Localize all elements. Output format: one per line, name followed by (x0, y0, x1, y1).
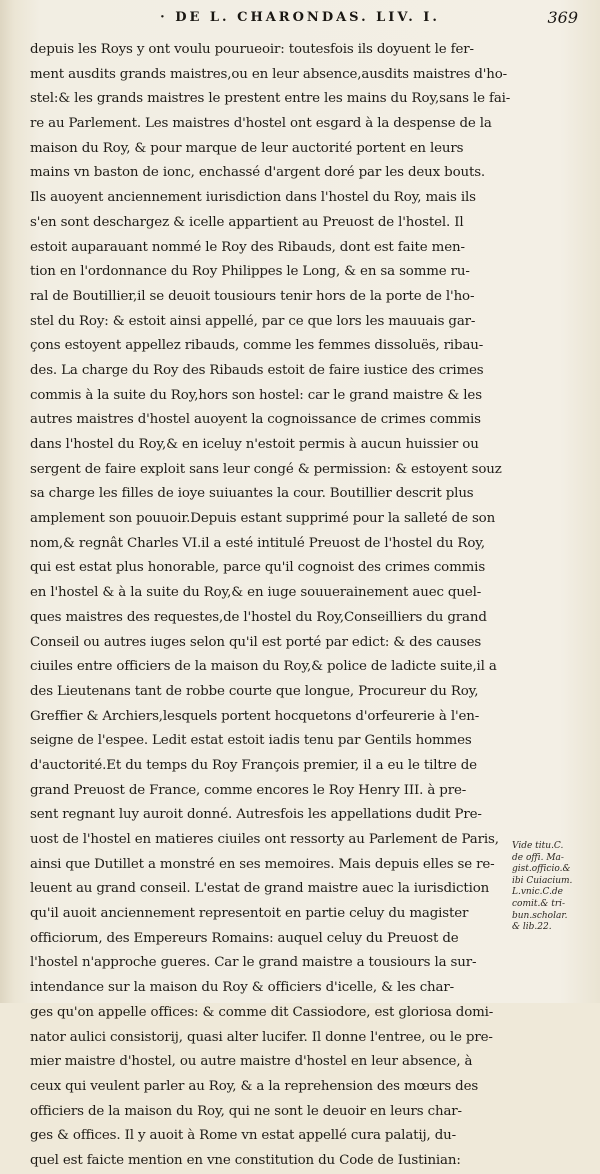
text-line: officiorum, des Empereurs Romains: auquel celuy du Preuost de (30, 930, 459, 946)
text-line: estoit auparauant nommé le Roy des Ribauds, dont est faite men- (30, 239, 465, 255)
text-line: Greffier & Archiers,lesquels portent hocquetons d'orfeurerie à l'en- (30, 708, 480, 724)
text-line: ral de Boutillier,il se deuoit tousiours tenir hors de la porte de l'ho- (30, 288, 475, 304)
text-line: uost de l'hostel en matieres ciuiles ont ressorty au Parlement de Paris, (30, 832, 499, 847)
page-number: 369 (547, 8, 578, 27)
text-line: des Lieutenans tant de robbe courte que longue, Procureur du Roy, (30, 683, 479, 699)
text-line: nom,& regnât Charles VI.il a esté intitulé Preuost de l'hostel du Roy, (30, 535, 486, 551)
margin-note-line: gist.officio.& (512, 864, 571, 875)
text-line: depuis les Roys y ont voulu pourueoir: toutesfois ils doyuent le fer- (30, 42, 474, 57)
text-line: ques maistres des requestes,de l'hostel du Roy,Conseilliers du grand (30, 609, 487, 625)
text-line: Conseil ou autres iuges selon qu'il est porté par edict: & des causes (30, 634, 482, 650)
text-line: ment ausdits grands maistres,ou en leur absence,ausdits maistres d'ho- (30, 66, 508, 82)
text-line: dans l'hostel du Roy,& en iceluy n'estoit permis à aucun huissier ou (30, 437, 479, 452)
text-line: mains vn baston de ionc, enchassé d'argent doré par les deux bouts. (30, 165, 486, 181)
text-line: sa charge les filles de ioye suiuantes la cour. Boutillier descrit plus (30, 486, 474, 502)
text-line: ainsi que Dutillet a monstré en ses memoires. Mais depuis elles se re- (30, 856, 495, 872)
text-line: amplement son pouuoir.Depuis estant supprimé pour la salleté de son (30, 511, 496, 527)
margin-note-line: bun.scholar. (512, 910, 568, 921)
text-line: mier maistre d'hostel, ou autre maistre d'hostel en leur absence, à (30, 1054, 473, 1070)
text-line: ges & offices. Il y auoit à Rome vn estat appellé cura palatij, du- (30, 1128, 456, 1144)
text-line: des. La charge du Roy des Ribauds estoit de faire iustice des crimes (30, 362, 484, 378)
margin-note-line: de offi. Ma- (512, 852, 564, 863)
text-line: re au Parlement. Les maistres d'hostel ont esgard à la despense de la (30, 116, 492, 132)
text-line: en l'hostel & à la suite du Roy,& en iuge souuerainement auec quel- (30, 585, 482, 601)
text-line: qu'il auoit anciennement representoit en partie celuy du magister (30, 906, 469, 922)
text-line: ciuiles entre officiers de la maison du Roy,& police de ladicte suite,il a (30, 659, 497, 675)
text-line: ges qu'on appelle offices: & comme dit Cassiodore, est gloriosa domi- (30, 1004, 494, 1020)
text-line: tion en l'ordonnance du Roy Philippes le Long, & en sa somme ru- (30, 264, 470, 280)
text-line: sergent de faire exploit sans leur congé & permission: & estoyent souz (30, 461, 502, 477)
body-text (30, 38, 510, 1174)
running-head: · DE L. CHARONDAS. LIV. I. (160, 10, 440, 25)
text-line: autres maistres d'hostel auoyent la cognoissance de crimes commis (30, 412, 481, 428)
text-line: stel du Roy: & estoit ainsi appellé, par ce que lors les mauuais gar- (30, 313, 476, 329)
text-line: seigne de l'espee. Ledit estat estoit iadis tenu par Gentils hommes (30, 733, 472, 749)
text-line: commis à la suite du Roy,hors son hostel: car le grand maistre & les (30, 387, 482, 403)
text-line: officiers de la maison du Roy, qui ne sont le deuoir en leurs char- (30, 1103, 462, 1119)
text-line: grand Preuost de France, comme encores le Roy Henry III. à pre- (30, 782, 467, 798)
margin-note-line: L.vnic.C.de (512, 887, 564, 898)
text-line: Ils auoyent anciennement iurisdiction dans l'hostel du Roy, mais ils (30, 190, 476, 206)
text-line: d'auctorité.Et du temps du Roy François premier, il a eu le tiltre de (30, 757, 477, 773)
text-line: qui est estat plus honorable, parce qu'il cognoist des crimes commis (30, 560, 486, 576)
margin-note-line: comit.& tri- (512, 898, 566, 909)
text-line: intendance sur la maison du Roy & officiers d'icelle, & les char- (30, 980, 454, 996)
page-header (0, 8, 600, 30)
margin-note-line: ibi Cuiacium. (512, 875, 573, 886)
text-line: stel:& les grands maistres le prestent entre les mains du Roy,sans le fai- (30, 91, 510, 107)
text-line: ceux qui veulent parler au Roy, & a la reprehension des mœurs des (30, 1078, 479, 1094)
text-line: sent regnant luy auroit donné. Autresfois les appellations dudit Pre- (30, 807, 482, 823)
text-line: leuent au grand conseil. L'estat de grand maistre auec la iurisdiction (30, 881, 490, 897)
margin-note-line: & lib.22. (512, 922, 552, 933)
text-line: s'en sont deschargez & icelle appartient au Preuost de l'hostel. Il (30, 214, 464, 230)
text-line: quel est faicte mention en vne constitution du Code de Iustinian: (30, 1152, 461, 1168)
margin-note (512, 841, 598, 934)
text-line: nator aulici consistorij, quasi alter lucifer. Il donne l'entree, ou le pre- (30, 1029, 493, 1045)
text-line: çons estoyent appellez ribauds, comme les femmes dissoluës, ribau- (30, 338, 484, 354)
text-line: l'hostel n'approche gueres. Car le grand maistre a tousiours la sur- (30, 955, 477, 971)
margin-note-line: Vide titu.C. (512, 841, 564, 851)
text-line: maison du Roy, & pour marque de leur auctorité portent en leurs (30, 140, 464, 156)
